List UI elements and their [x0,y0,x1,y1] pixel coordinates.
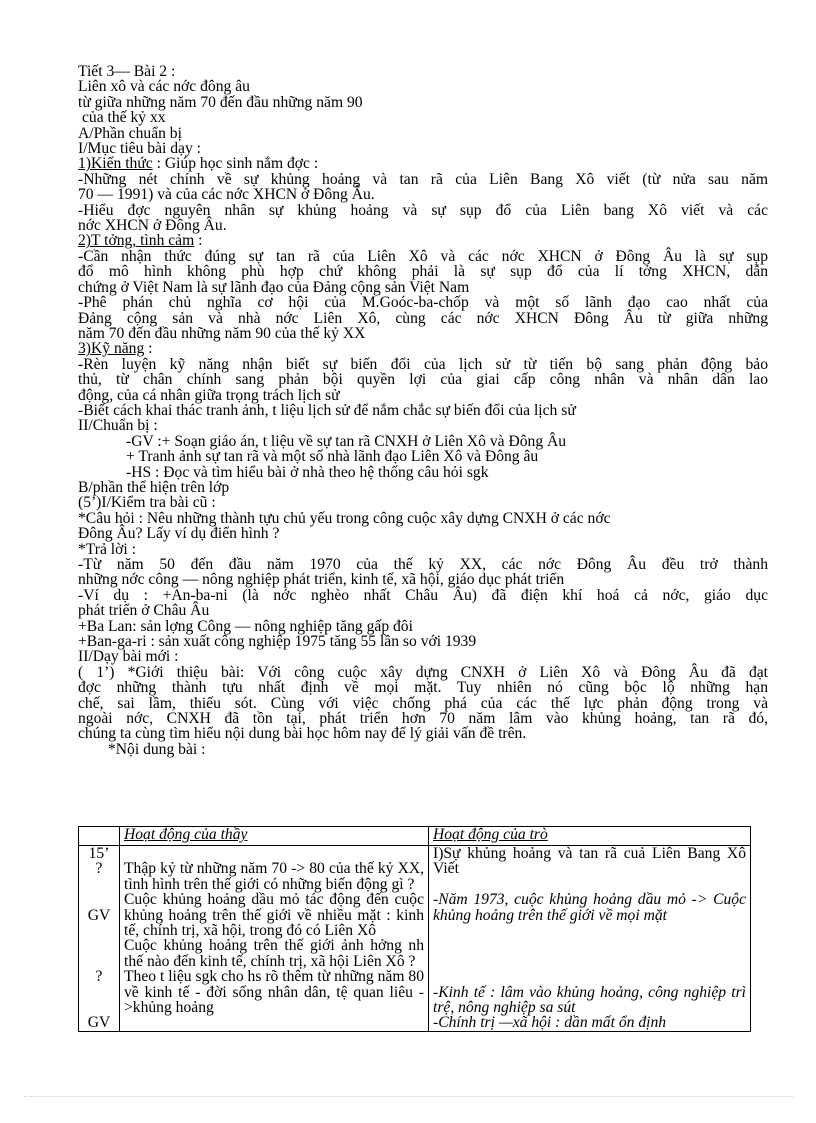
time-header-cell [79,827,120,846]
knowledge-line: 70 — 1991) và của các nớc XHCN ở Đông Âu. [78,186,375,204]
student-activity-cell [429,846,751,1032]
page-edge-divider [24,1096,794,1097]
question-mark: ? [95,860,103,878]
answer-line: +Ba Lan: sản lợng Công — nông nghiệp tăng gấp đôi [78,617,413,635]
table-header-row [79,827,751,846]
knowledge-line: -Hiểu đợc nguyên nhân sự khủng hoảng và sự sụp đổ của Liên bang Xô viết và các [78,201,768,219]
ideology-line: năm 70 đến đầu những năm 90 của thế kỷ XX [78,324,366,342]
teacher-question: Thập kỷ từ những năm 70 -> 80 của thế kỷ XX, tình hình trên thế giới có những biến động gì ? [124,860,424,893]
content-heading: *Nội dung bài : [108,740,206,758]
student-answer: -Năm 1973, cuộc khủng hoảng dầu mỏ -> Cuộc khủng hoảng trên thế giới về mọi mặt [433,891,746,924]
intro-line: ngoài nớc, CNXH đã tồn tại, phát triển hơn 70 năm lâm vào khủng hoảng, tan rã đó, [78,710,768,728]
preparation-item: + Tranh ảnh sự tan rã và một số nhà lãnh đạo Liên Xô và Đông âu [126,448,539,466]
gv-mark: GV [87,1014,111,1032]
preparation-item: -HS : Đọc và tìm hiểu bài ở nhà theo hệ thống câu hỏi sgk [126,463,489,481]
ideology-line: Đảng cộng sản và nhà nớc Liên Xô, cùng các nớc XHCN Đông Âu từ giữa những [78,309,768,327]
teacher-question: Cuộc khủng hoảng trên thế giới ảnh hởng nh thế nào đến kinh tế, chính trị, xã hội Liên Xô ? [124,937,424,970]
table-row [79,846,751,1032]
preparation-heading: II/Chuẩn bị : [78,417,158,435]
answer-line: phát triển ở Châu Âu [78,602,210,620]
document-page [78,64,768,757]
question-line: *Câu hỏi : Nêu những thành tựu chủ yếu trong công cuộc xây dựng CNXH ở các nớc [78,509,611,527]
student-answer: -Chính trị —xã hội : dần mất ổn định [433,1014,667,1032]
lesson-activity-table [78,826,751,1032]
ideology-line: chứng ở Việt Nam là sự lãnh đạo của Đảng cộng sản Việt Nam [78,278,470,296]
objectives-heading: I/Mục tiêu bài dạy : [78,140,201,158]
skills-line: thủ, từ chân chính sang phản bội quyền lợi của giai cấp công nhân và nhân dân lao [78,371,768,389]
knowledge-line: nớc XHCN ở Đông Âu. [78,217,227,235]
section-b-heading: B/phần thể hiện trên lớp [78,478,230,496]
intro-line: chế, sai lầm, thiếu sót. Cùng với việc chống phá của các thế lực phản động trong và [78,694,768,712]
question-line: Đông Âu? Lấy ví dụ điển hình ? [78,525,280,543]
answer-line: những nớc công — nông nghiệp phát triển, kinh tế, xã hội, giáo dục phát triển [78,571,565,589]
skills-line: -Rèn luyện kỹ năng nhận biết sự biến đổi của lịch sử từ tiến bộ sang phản động bảo [78,355,768,373]
gv-mark: GV [87,906,111,924]
intro-line: chúng ta cùng tìm hiểu nội dung bài học hôm nay để lý giải vấn đề trên. [78,725,527,743]
lesson-title-line-3: của thế kỷ xx [82,109,166,127]
ideology-line: -Cần nhận thức đúng sự tan rã của Liên Xô và các nớc XHCN ở Đông Âu là sự sụp [78,247,768,265]
preparation-item: -GV :+ Soạn giáo án, t liệu về sự tan rã CNXH ở Liên Xô và Đông Âu [126,432,567,450]
teacher-header: Hoạt động của thầy [120,827,429,846]
answer-heading: *Trả lời : [78,540,136,558]
ideology-heading: 2)T tởng, tình cảm : [78,232,203,250]
teacher-explanation: Theo t liệu sgk cho hs rõ thêm từ những năm 80 về kinh tế - đời sống nhân dân, tệ quan liêu ->khủng hoảng [124,968,424,1017]
student-section-title: I)Sự khủng hoảng và tan rã cuả Liên Bang Xô Viết [433,845,746,878]
answer-line: -Từ năm 50 đến đầu năm 1970 của thế kỷ XX, các nớc Đông Âu đều trở thành [78,556,768,573]
question-mark: ? [95,968,103,986]
time-mark-cell [79,846,120,1032]
time-label: 15’ [88,845,110,862]
ideology-line: đổ mô hình không phù hợp chứ không phải là sự sụp đổ của lí tởng XHCN, dẫn [78,263,768,281]
lesson-title-line-2: từ giữa những năm 70 đến đầu những năm 90 [78,93,363,111]
skills-heading: 3)Kỹ năng : [78,340,153,358]
intro-line: ( 1’) *Giới thiệu bài: Với công cuộc xây dựng CNXH ở Liên Xô và Đông Âu đã đạt [78,663,768,681]
teacher-explanation: Cuộc khủng hoảng dầu mỏ tác động đến cuộc khủng hoảng trên thế giới về nhiều mặt : kinh tế, chính trị, xã hội, trong đó có Liên Xô [124,891,424,940]
intro-line: đợc những thành tựu nhất định về mọi mặt. Tuy nhiên nó cũng bộc lộ những hạn [78,679,768,697]
review-heading: (5’)I/Kiểm tra bài cũ : [78,494,216,512]
student-header: Hoạt động của trò [429,827,751,846]
knowledge-line: -Những nét chính về sự khủng hoảng và tan rã của Liên Bang Xô viết (từ nửa sau năm [78,170,768,188]
teacher-activity-cell [120,846,429,1032]
new-lesson-heading: II/Dạy bài mới : [78,648,179,666]
answer-line: +Ban-ga-ri : sản xuất công nghiệp 1975 tăng 55 lần so với 1939 [78,633,477,651]
ideology-line: -Phê phán chủ nghĩa cơ hội của M.Goóc-ba-chốp và một số lãnh đạo cao nhất của [78,294,768,312]
student-answer: -Kinh tế : lâm vào khủng hoảng, công nghiệp trì trệ, nông nghiệp sa sút [433,983,746,1017]
section-a-heading: A/Phần chuẩn bị [78,124,182,142]
lesson-title-line-1: Liên xô và các nớc đông âu [78,78,250,96]
answer-line: -Ví dụ : +An-ba-ni (là nớc nghèo nhất Châu Âu) đã điện khí hoá cả nớc, giáo dục [78,586,768,604]
skills-line: động, của cá nhân giữa trọng trách lịch sử [78,386,340,404]
lesson-number: Tiết 3— Bài 2 : [78,63,176,80]
skills-line: -Biết cách khai thác tranh ảnh, t liệu lịch sử để nắm chắc sự biến đổi của lịch sử [78,401,576,419]
knowledge-heading: 1)Kiến thức : Giúp học sinh nắm đợc : [78,155,319,173]
